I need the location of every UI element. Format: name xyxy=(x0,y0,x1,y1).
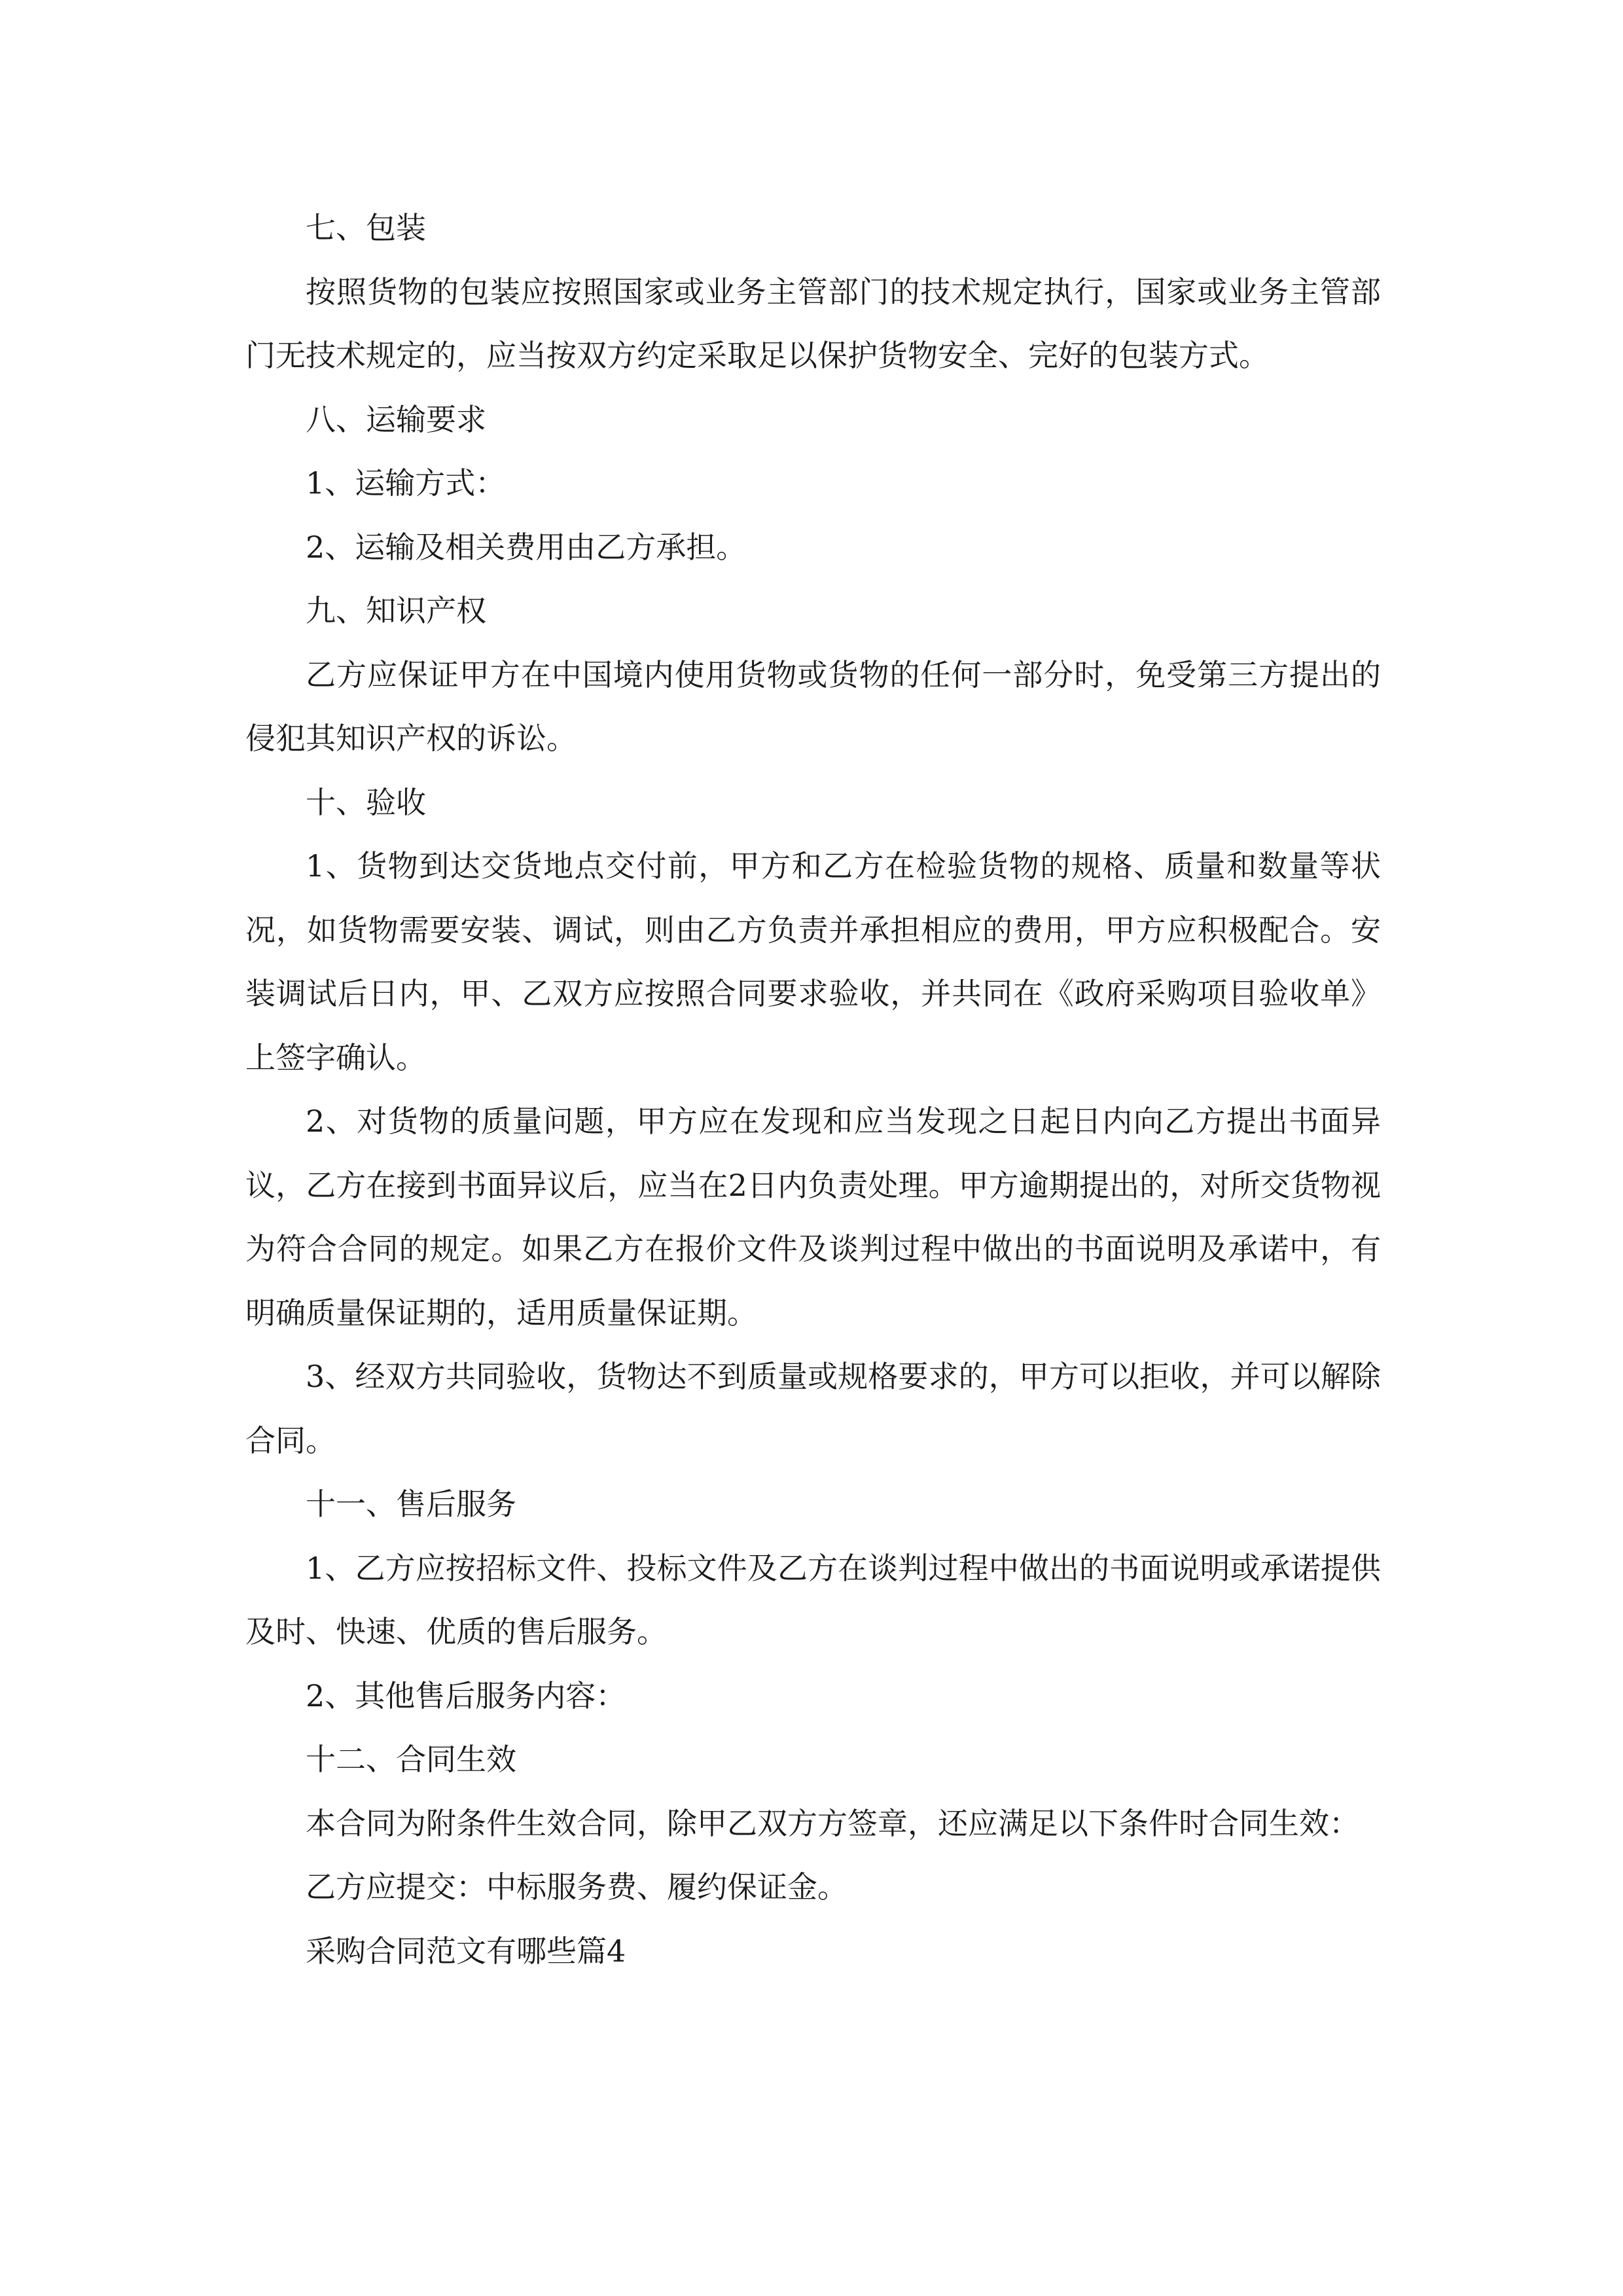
heading-ip: 九、知识产权 xyxy=(306,593,486,628)
paragraph-effectiveness: 本合同为附条件生效合同，除甲乙双方方签章，还应满足以下条件时合同生效： xyxy=(306,1805,1359,1841)
heading-acceptance: 十、验收 xyxy=(306,784,426,820)
heading-transport: 八、运输要求 xyxy=(306,401,486,437)
document-body xyxy=(245,196,1381,1983)
item-after-sales-1: 1、乙方应按招标文件、投标文件及乙方在谈判过程中做出的书面说明或承诺提供及时、快速、优质的售后服务。 xyxy=(245,1550,1381,1649)
heading-packaging: 七、包装 xyxy=(306,210,426,245)
item-acceptance-3: 3、经双方共同验收，货物达不到质量或规格要求的，甲方可以拒收，并可以解除合同。 xyxy=(245,1359,1381,1458)
item-transport-method: 1、运输方式： xyxy=(306,465,506,501)
heading-effectiveness: 十二、合同生效 xyxy=(306,1742,516,1777)
paragraph-submission: 乙方应提交：中标服务费、履约保证金。 xyxy=(306,1869,847,1905)
paragraph-packaging: 按照货物的包装应按照国家或业务主管部门的技术规定执行，国家或业务主管部门无技术规定的，应当按双方约定采取足以保护货物安全、完好的包装方式。 xyxy=(245,274,1381,373)
paragraph-ip: 乙方应保证甲方在中国境内使用货物或货物的任何一部分时，免受第三方提出的侵犯其知识产权的诉讼。 xyxy=(245,656,1381,756)
item-acceptance-1: 1、货物到达交货地点交付前，甲方和乙方在检验货物的规格、质量和数量等状况，如货物需要安装、调试，则由乙方负责并承担相应的费用，甲方应积极配合。安装调试后日内，甲、乙双方应按照合同要求验收，并共同在《政府采购项目验收单》上签字确认。 xyxy=(245,848,1381,1075)
heading-after-sales: 十一、售后服务 xyxy=(306,1486,516,1522)
item-acceptance-2: 2、对货物的质量问题，甲方应在发现和应当发现之日起日内向乙方提出书面异议，乙方在接到书面异议后，应当在2日内负责处理。甲方逾期提出的，对所交货物视为符合合同的规定。如果乙方在报价文件及谈判过程中做出的书面说明及承诺中，有明确质量保证期的，适用质量保证期。 xyxy=(245,1103,1381,1331)
item-after-sales-2: 2、其他售后服务内容： xyxy=(306,1677,626,1713)
section-title-part-4: 采购合同范文有哪些篇4 xyxy=(306,1933,626,1969)
item-transport-costs: 2、运输及相关费用由乙方承担。 xyxy=(306,529,747,565)
